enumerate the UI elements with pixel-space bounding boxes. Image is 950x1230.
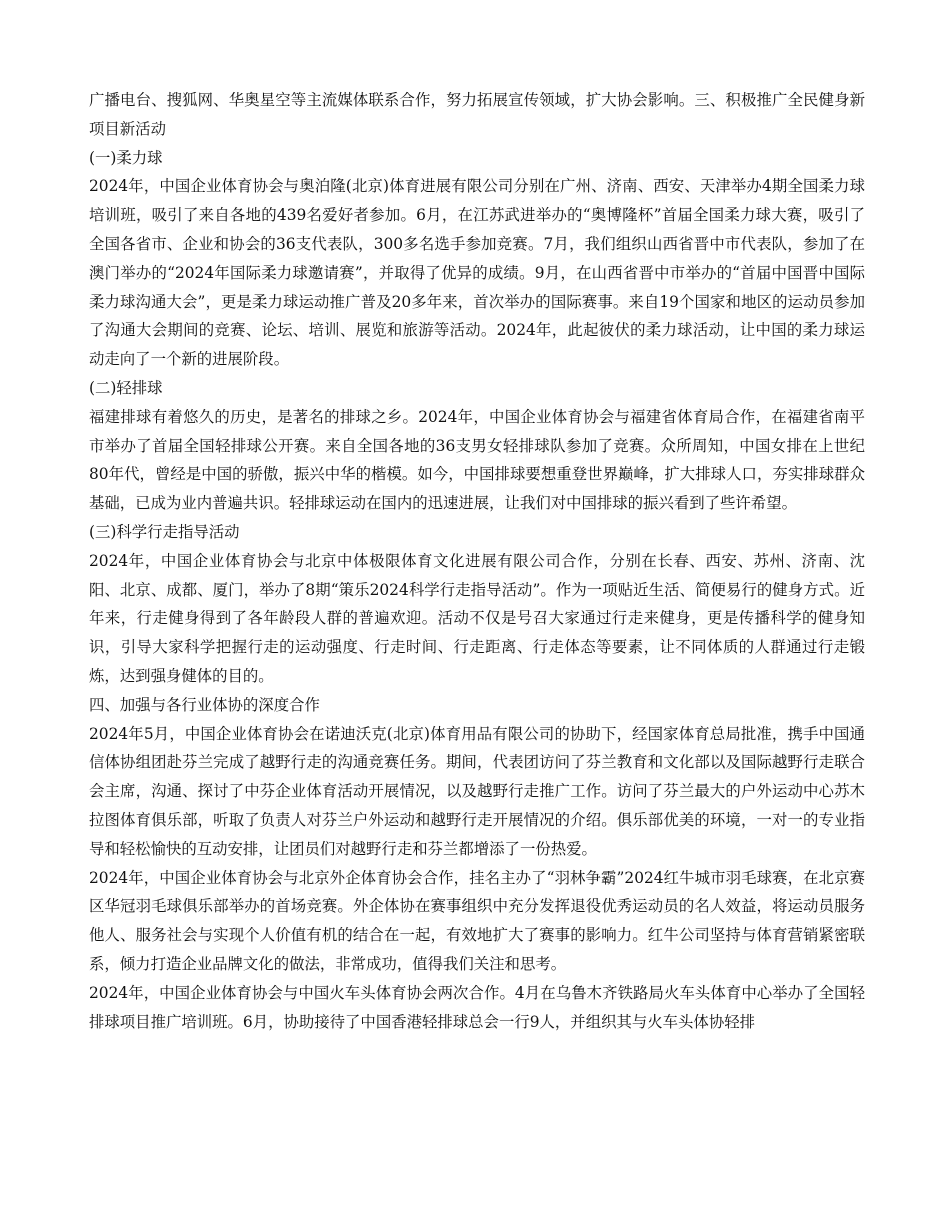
heading-scientific-walking: (三)科学行走指导活动 [89,522,240,541]
paragraph-locomotive: 2024年，中国企业体育协会与中国火车头体育协会两次合作。4月在乌鲁木齐铁路局火车头体育中心举办了全国轻排球项目推广培训班。6月，协助接待了中国香港轻排球总会一行9人，并组织其与火车头体协轻排 [89,983,865,1031]
paragraph-light-volleyball: 福建排球有着悠久的历史，是著名的排球之乡。2024年，中国企业体育协会与福建省体育局合作，在福建省南平市举办了首届全国轻排球公开赛。来自全国各地的36支男女轻排球队参加了竞赛。众所周知，中国女排在上世纪80年代，曾经是中国的骄傲，振兴中华的楷模。如今，中国排球要想重登世界巅峰，扩大排球人口，夯实排球群众基础，已成为业内普遍共识。轻排球运动在国内的迅速进展，让我们对中国排球的振兴看到了些许希望。 [89,407,865,513]
paragraph-rouliqiu: 2024年，中国企业体育协会与奥泊隆(北京)体育进展有限公司分别在广州、济南、西安、天津举办4期全国柔力球培训班，吸引了来自各地的439名爱好者参加。6月，在江苏武进举办的“奥博隆杯”首届全国柔力球大赛，吸引了全国各省市、企业和协会的36支代表队，300多名选手参加竞赛。7月，我们组织山西省晋中市代表队，参加了在澳门举办的“2024年国际柔力球邀请赛”，并取得了优异的成绩。9月，在山西省晋中市举办的“首届中国晋中国际柔力球沟通大会”，更是柔力球运动推广普及20多年来，首次举办的国际赛事。来自19个国家和地区的运动员参加了沟通大会期间的竞赛、论坛、培训、展览和旅游等活动。2024年，此起彼伏的柔力球活动，让中国的柔力球运动走向了一个新的进展阶段。 [89,177,865,369]
heading-light-volleyball: (二)轻排球 [89,378,163,397]
heading-rouliqiu: (一)柔力球 [89,148,163,167]
paragraph-badminton: 2024年，中国企业体育协会与北京外企体育协会合作，挂名主办了“羽林争霸”2024红牛城市羽毛球赛，在北京赛区华冠羽毛球俱乐部举办的首场竞赛。外企体协在赛事组织中充分发挥退役优秀运动员的名人效益，将运动员服务他人、服务社会与实现个人价值有机的结合在一起，有效地扩大了赛事的影响力。红牛公司坚持与体育营销紧密联系，倾力打造企业品牌文化的做法，非常成功，值得我们关注和思考。 [89,868,865,973]
heading-section-four: 四、加强与各行业体协的深度合作 [89,695,320,714]
document-page [89,86,865,1036]
paragraph-scientific-walking: 2024年，中国企业体育协会与北京中体极限体育文化进展有限公司合作，分别在长春、西安、苏州、济南、沈阳、北京、成都、厦门，举办了8期“策乐2024科学行走指导活动”。作为一项贴近生活、简便易行的健身方式。近年来，行走健身得到了各年龄段人群的普遍欢迎。活动不仅是号召大家通过行走来健身，更是传播科学的健身知识，引导大家科学把握行走的运动强度、行走时间、行走距离、行走体态等要素，让不同体质的人群通过行走锻炼，达到强身健体的目的。 [89,551,865,685]
paragraph-finland-trip: 2024年5月，中国企业体育协会在诺迪沃克(北京)体育用品有限公司的协助下，经国家体育总局批准，携手中国通信体协组团赴芬兰完成了越野行走的沟通竞赛任务。期间，代表团访问了芬兰教育和文化部以及国际越野行走联合会主席，沟通、探讨了中芬企业体育活动开展情况，以及越野行走推广工作。访问了芬兰最大的户外运动中心苏木拉图体育俱乐部，听取了负责人对芬兰户外运动和越野行走开展情况的介绍。俱乐部优美的环境，一对一的专业指导和轻松愉快的互动安排，让团员们对越野行走和芬兰都增添了一份热爱。 [89,724,865,858]
paragraph-media-cooperation: 广播电台、搜狐网、华奥星空等主流媒体联系合作，努力拓展宣传领域，扩大协会影响。三、积极推广全民健身新项目新活动 [89,91,865,138]
